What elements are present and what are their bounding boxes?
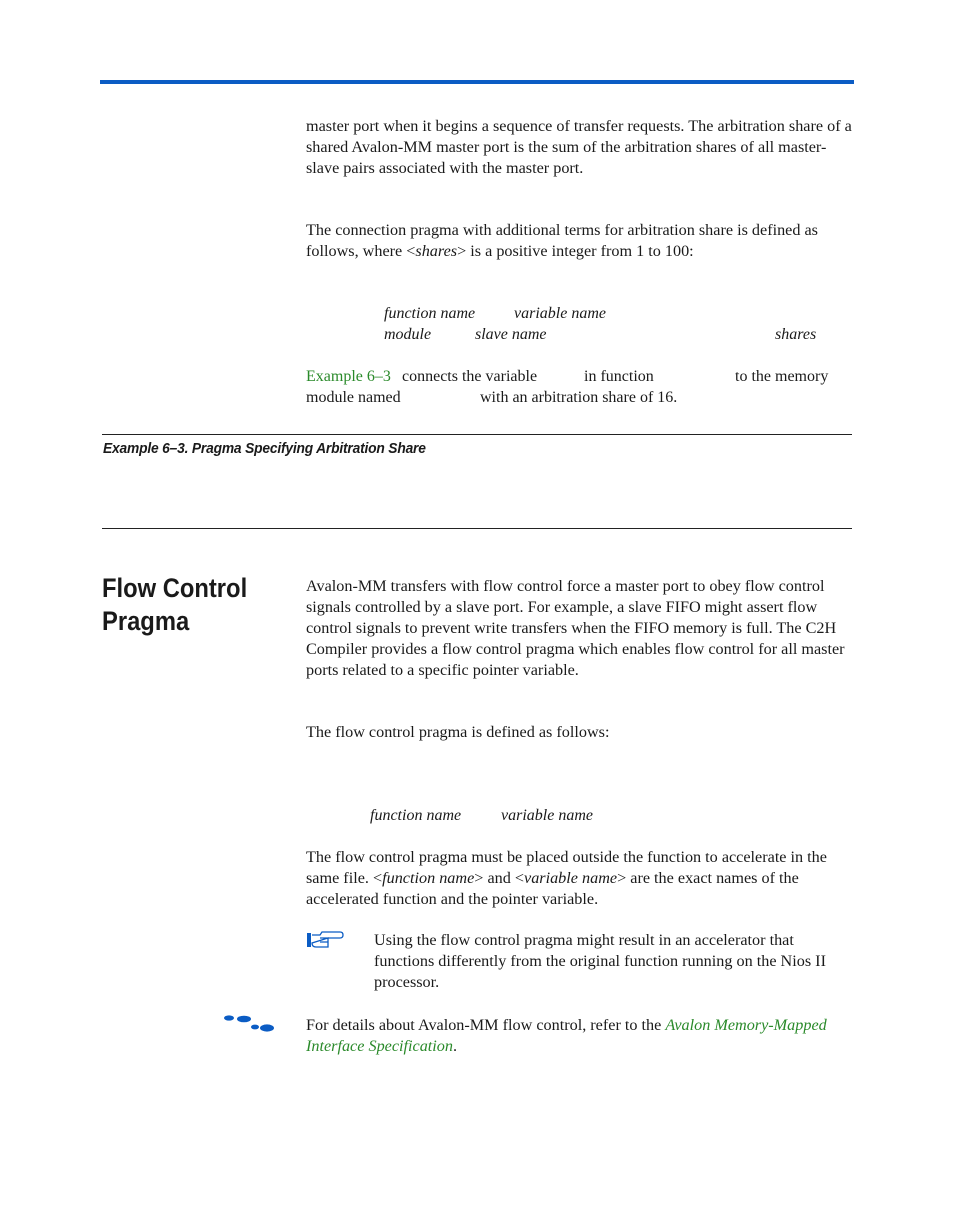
syntax-function-name: function name <box>384 305 476 322</box>
text-fragment: > is a positive integer from 1 to 100: <box>457 242 694 260</box>
syntax-shares: shares <box>775 326 817 343</box>
paragraph-flow-control-defined: The flow control pragma is defined as follows: <box>306 723 610 741</box>
text-fragment: For details about Avalon-MM flow control, refer to the <box>306 1016 666 1034</box>
avalon-spec-link[interactable]: Avalon Memory-Mapped Interface Specification <box>306 1016 827 1055</box>
example-caption: Example 6–3. Pragma Specifying Arbitration Share <box>103 440 426 457</box>
text-fragment: to the memory <box>735 368 829 385</box>
reference-paragraph <box>306 1015 854 1057</box>
heading-line: Pragma <box>102 606 190 636</box>
text-fragment: The flow control pragma must be placed outside the function to accelerate in the same file. < <box>306 848 827 887</box>
syntax-function-name: function name <box>370 807 462 824</box>
header-rule <box>100 80 854 84</box>
paragraph-connection-pragma <box>306 220 854 262</box>
text-fragment: > are the exact names of the accelerated function and the pointer variable. <box>306 869 799 908</box>
syntax-variable-name: variable name <box>514 305 606 322</box>
syntax-variable-name: variable name <box>501 807 593 824</box>
text-fragment: connects the variable <box>402 368 538 385</box>
syntax-module: module <box>384 326 432 343</box>
text-fragment: > and < <box>474 869 525 887</box>
variable-name-term: variable name <box>524 869 618 887</box>
example-top-rule <box>102 434 852 435</box>
text-fragment: The connection pragma with additional terms for arbitration share is defined as follows, where < <box>306 221 818 260</box>
heading-line: Flow Control <box>102 573 248 603</box>
paragraph-arbitration-share: master port when it begins a sequence of transfer requests. The arbitration share of a shared Avalon-MM master port is the sum of the arbitration shares of all master-slave pairs associated with the master port. <box>306 117 852 177</box>
text-fragment: module named <box>306 389 401 406</box>
example-link[interactable]: Example 6–3 <box>306 368 391 385</box>
function-name-term: function name <box>382 869 475 887</box>
shares-term: shares <box>415 242 458 260</box>
paragraph-placement <box>306 847 854 910</box>
text-fragment: in function <box>584 368 654 385</box>
text-fragment: with an arbitration share of 16. <box>480 389 678 406</box>
paragraph-flow-control-intro: Avalon-MM transfers with flow control force a master port to obey flow control signals controlled by a slave port. For example, a slave FIFO might assert flow control signals to prevent write transfers when the FIFO memory is full. The C2H Compiler provides a flow control pragma which enables flow control for all master ports related to a specific pointer variable. <box>306 577 845 679</box>
section-heading <box>102 572 247 638</box>
footprints-icon <box>222 1012 276 1034</box>
text-fragment: . <box>452 1037 458 1055</box>
pointing-hand-icon <box>306 929 344 951</box>
example-bottom-rule <box>102 528 852 529</box>
syntax-slave-name: slave name <box>475 326 547 343</box>
note-text: Using the flow control pragma might result in an accelerator that functions differently from the original function running on the Nios II processor. <box>374 931 826 991</box>
